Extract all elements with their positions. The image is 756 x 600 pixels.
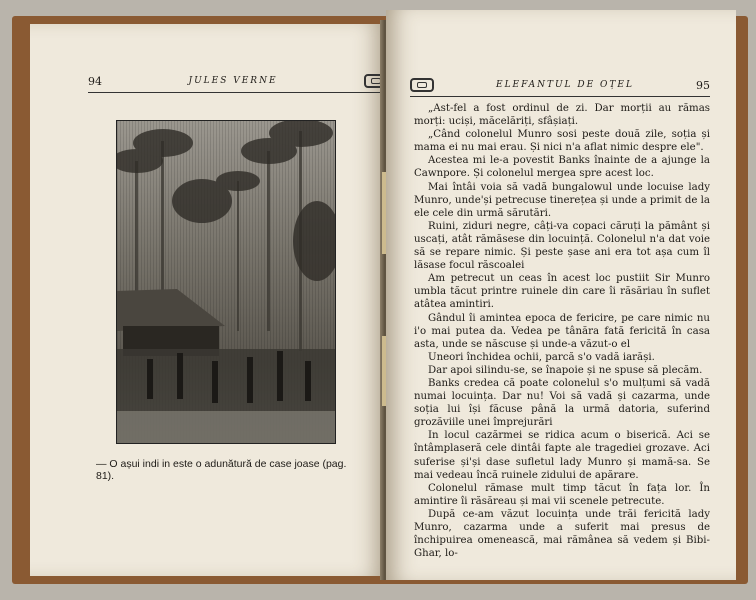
engraving-illustration [116, 120, 336, 444]
right-page-text [414, 102, 710, 560]
right-running-head: ELEFANTUL DE OȚEL [496, 80, 634, 90]
paragraph: Mai întâi voia să vadă bungalowul unde locuise lady Munro, unde'și petrecuse tinerețea și unde a primit de la ele cele din urmă sărutări. [414, 181, 710, 219]
paragraph: „Când colonelul Munro sosi peste două zile, soția și mama ei nu mai erau. Și nici n'a aflat nimic despre ele". [414, 129, 710, 154]
right-page-header [410, 74, 710, 97]
illustration-caption: — O așui indi in este o adunătură de case joase (pag. 81). [96, 458, 347, 482]
paragraph: Am petrecut un ceas în acest loc pustiit Sir Munro umbla tăcut printre ruinele din care îi răsăriau în suflet atâtea amintiri. [414, 273, 710, 311]
paragraph: Dar apoi silindu-se, se înapoie și ne spuse să plecăm. [428, 364, 703, 376]
paragraph: Uneori închidea ochii, parcă s'o vadă iarăși. [428, 351, 655, 363]
jungle-village-engraving [117, 121, 335, 443]
right-page [386, 10, 736, 580]
left-page [30, 24, 384, 576]
left-running-head: JULES VERNE [188, 76, 278, 86]
paragraph: După ce-am văzut locuința unde trăi fericită lady Munro, cazarma unde a suferit mai presus de închipuirea omenească, mai rămânea să vedem și Bibi-Ghar, lo- [414, 508, 710, 560]
ornament-icon [410, 78, 434, 92]
paragraph: Banks credea că poate colonelul s'o mulțumi să vadă numai locuința. Dar nu! Voi să vadă și cazarma, unde soția lui își făcuse până la urmă datoria, suferind grozăviile unei împrejurări [414, 377, 710, 429]
paragraph: Gândul îi amintea epoca de fericire, pe care nimic nu i'o mai putea da. Vedea pe tânăra fată fericită în casa asta, unde se născuse și unde-a văzut-o el [414, 312, 710, 350]
right-page-number: 95 [696, 78, 710, 92]
left-page-number: 94 [88, 74, 102, 88]
paragraph: In locul cazărmei se ridica acum o biserică. Aci se întâmplaseră cele dintâi fapte ale tragediei grozave. Aci suferise și'și dase sufletul lady Munro și mamă-sa. Se mai vedeau încă ruinele zidului de apărare. [414, 430, 710, 481]
paragraph: Acestea mi le-a povestit Banks înainte de a ajunge la Cawnpore. Și colonelul mergea spre acest loc. [414, 155, 710, 180]
paragraph: „Ast-fel a fost ordinul de zi. Dar morții au rămas morți: uciși, măcelăriți, sfâșiați. [414, 103, 710, 128]
paragraph: Colonelul rămase mult timp tăcut în fața lor. În amintire îi răsăreau și mai vii scenele petrecute. [414, 482, 710, 507]
paragraph: Ruini, ziduri negre, câți-va copaci căruți la pământ și uscați, atât rămăsese din locuință. Colonelul n'a dat voie să se repare nimic. Și peste șase ani era tot așa cum îl lăsase focul răscoalei [414, 220, 710, 272]
left-page-header [88, 70, 384, 93]
